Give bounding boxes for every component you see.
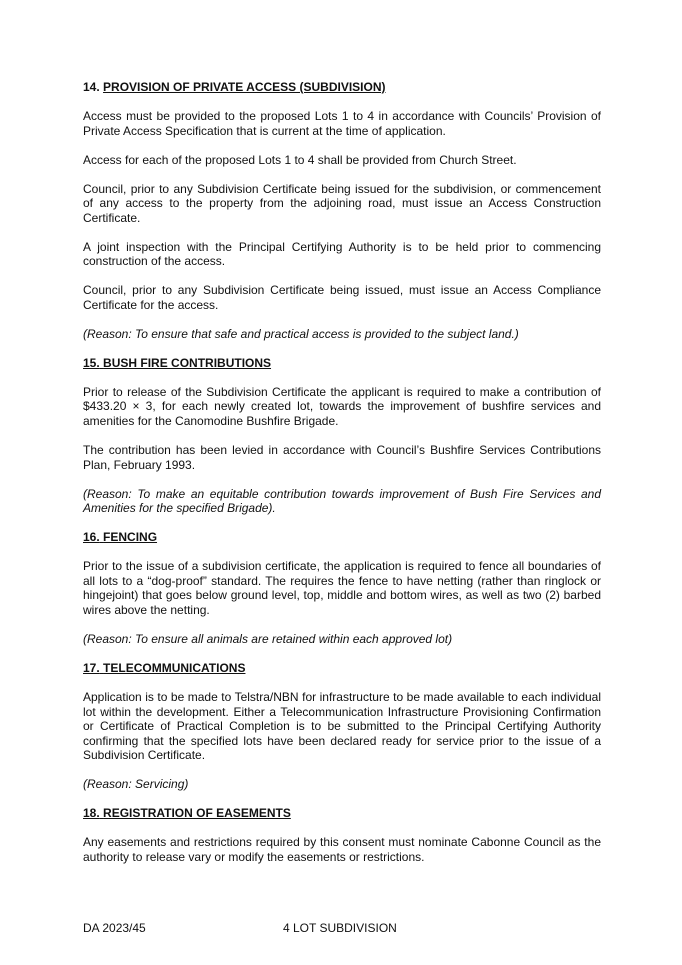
section-number: 15.: [83, 355, 100, 370]
section-title: PROVISION OF PRIVATE ACCESS (SUBDIVISION): [103, 80, 386, 94]
paragraph: Prior to the issue of a subdivision certificate, the application is required to fence all boundaries of all lots to a “dog-proof” standard. The requires the fence to have netting (rather than ringlock or hingejoint) that goes below ground level, top, middle and bottom wires, as well as two (2) barbed wires above the netting.: [83, 559, 601, 617]
footer-description: 4 LOT SUBDIVISION: [283, 921, 397, 935]
section-title: TELECOMMUNICATIONS: [103, 660, 246, 675]
document-body: [83, 80, 601, 879]
paragraph: Council, prior to any Subdivision Certificate being issued, must issue an Access Compliance Certificate for the access.: [83, 283, 601, 312]
paragraph: Access must be provided to the proposed Lots 1 to 4 in accordance with Councils’ Provision of Private Access Specification that is current at the time of application.: [83, 109, 601, 138]
paragraph: Access for each of the proposed Lots 1 to 4 shall be provided from Church Street.: [83, 152, 517, 167]
section-14: [83, 80, 601, 341]
section-15: [83, 356, 601, 516]
paragraph: Council, prior to any Subdivision Certificate being issued for the subdivision, or commencement of any access to the property from the adjoining road, must issue an Access Construction Certificate.: [83, 181, 601, 225]
section-number: 16.: [83, 530, 100, 545]
section-17: [83, 661, 601, 792]
reason-note: (Reason: To ensure all animals are retained within each approved lot): [83, 631, 453, 646]
paragraph: Application is to be made to Telstra/NBN for infrastructure to be made available to each individual lot within the development. Either a Telecommunication Infrastructure Provisioning Confirmation or Certificate of Practical Completion is to be submitted to the Principal Certifying Authority confirming that the specified lots have been declared ready for service prior to the issue of a Subdivision Certificate.: [83, 689, 601, 763]
section-heading-text: [83, 356, 271, 370]
section-heading: [83, 80, 601, 95]
section-number: 17.: [83, 660, 100, 675]
section-title: FENCING: [103, 530, 158, 545]
section-heading-text: [83, 530, 157, 544]
reason-note: (Reason: To ensure that safe and practical access is provided to the subject land.): [83, 326, 519, 341]
paragraph: Prior to release of the Subdivision Certificate the applicant is required to make a contribution of $433.20 × 3, for each newly created lot, towards the improvement of bushfire services and amenities for the Canomodine Bushfire Brigade.: [83, 384, 601, 429]
reason-note: (Reason: To make an equitable contribution towards improvement of Bush Fire Services and Amenities for the specified Brigade).: [83, 486, 601, 516]
paragraph: The contribution has been levied in accordance with Council’s Bushfire Services Contributions Plan, February 1993.: [83, 443, 601, 472]
section-heading: [83, 806, 601, 821]
section-heading: [83, 356, 601, 371]
footer-reference: DA 2023/45: [83, 921, 146, 935]
section-title: BUSH FIRE CONTRIBUTIONS: [103, 355, 272, 370]
section-title: REGISTRATION OF EASEMENTS: [103, 806, 291, 821]
section-18: [83, 806, 601, 864]
section-heading: [83, 661, 601, 676]
paragraph: Any easements and restrictions required by this consent must nominate Cabonne Council as the authority to release vary or modify the easements or restrictions.: [83, 835, 601, 864]
section-16: [83, 530, 601, 646]
section-number: 18.: [83, 806, 100, 821]
paragraph: A joint inspection with the Principal Certifying Authority is to be held prior to commencing construction of the access.: [83, 239, 601, 269]
section-heading-text: [83, 806, 291, 820]
section-number: 14.: [83, 80, 100, 94]
reason-note: (Reason: Servicing): [83, 777, 189, 792]
section-heading-text: [83, 661, 245, 675]
section-heading: [83, 530, 601, 545]
